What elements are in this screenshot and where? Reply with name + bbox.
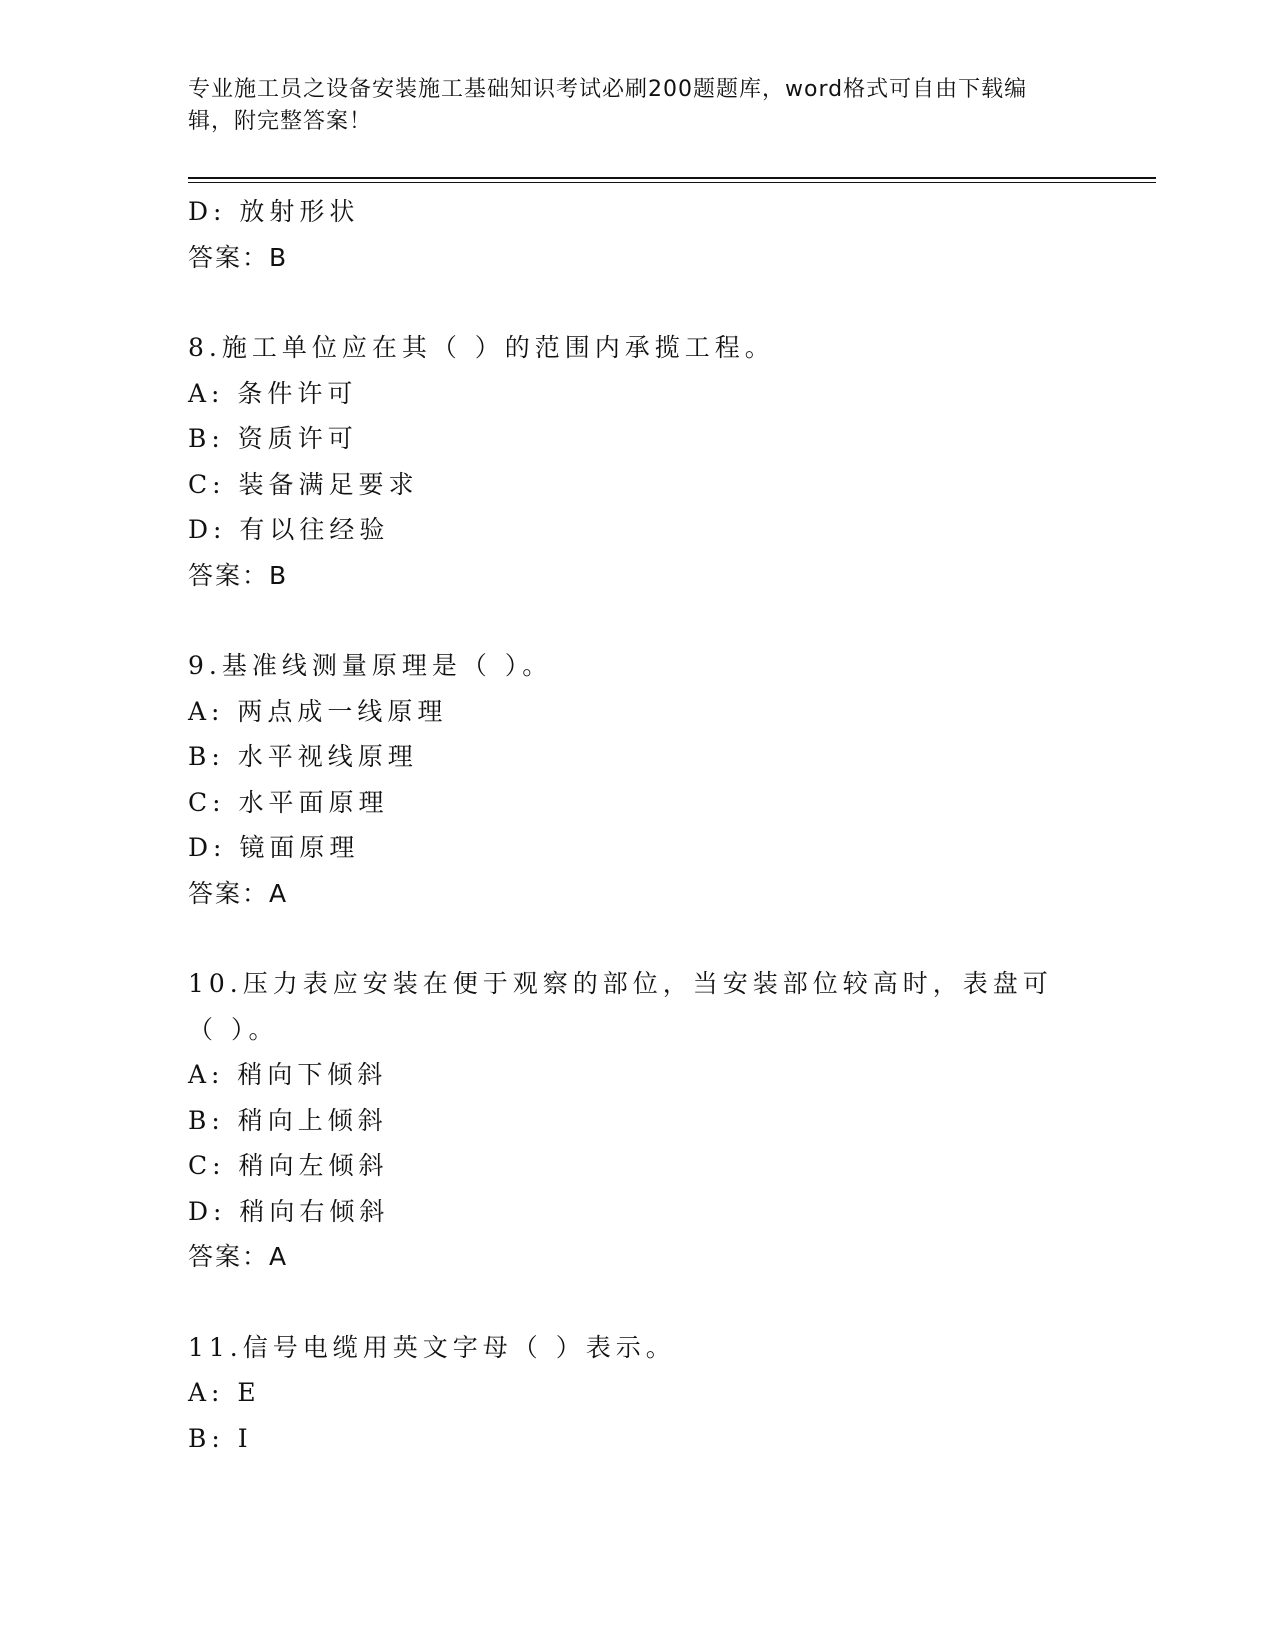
option-d: D: 放射形状 [188,197,360,226]
question-11 [188,1325,1088,1462]
option-b: B: 资质许可 [188,424,358,453]
option-d: D: 稍向右倾斜 [188,1196,390,1226]
answer-line: 答案：B [188,560,289,590]
question-stem: 10.压力表应安装在便于观察的部位，当安装部位较高时，表盘可（ ）。 [188,969,1053,1044]
option-b: B: I [188,1423,253,1453]
option-a: A: 条件许可 [188,378,358,408]
option-a: A: 两点成一线原理 [188,696,448,726]
option-c: C: 稍向左倾斜 [188,1151,389,1180]
header-divider-thick [188,177,1156,179]
option-c: C: 装备满足要求 [188,469,419,499]
question-stem: 9.基准线测量原理是（ ）。 [188,651,553,680]
answer-line: 答案：A [188,1242,289,1271]
option-d: D: 镜面原理 [188,833,360,862]
answer-line: 答案：B [188,242,289,272]
header-divider-thin [188,182,1156,183]
option-a: A: 稍向下倾斜 [188,1060,388,1089]
option-d: D: 有以往经验 [188,515,390,544]
option-b: B: 水平视线原理 [188,742,418,771]
question-9 [188,643,1088,916]
answer-line: 答案：A [188,878,289,908]
option-c: C: 水平面原理 [188,787,389,817]
question-stem: 8.施工单位应在其（ ）的范围内承揽工程。 [188,333,775,362]
option-a: A: E [188,1378,261,1407]
question-10 [188,961,1088,1280]
option-b: B: 稍向上倾斜 [188,1105,388,1135]
question-8 [188,325,1088,598]
question-list [188,189,1088,1461]
document-header: 专业施工员之设备安装施工基础知识考试必刷200题题库，word格式可自由下载编辑，附完整答案！ [188,77,1028,134]
question-stem: 11.信号电缆用英文字母（ ）表示。 [188,1332,676,1362]
